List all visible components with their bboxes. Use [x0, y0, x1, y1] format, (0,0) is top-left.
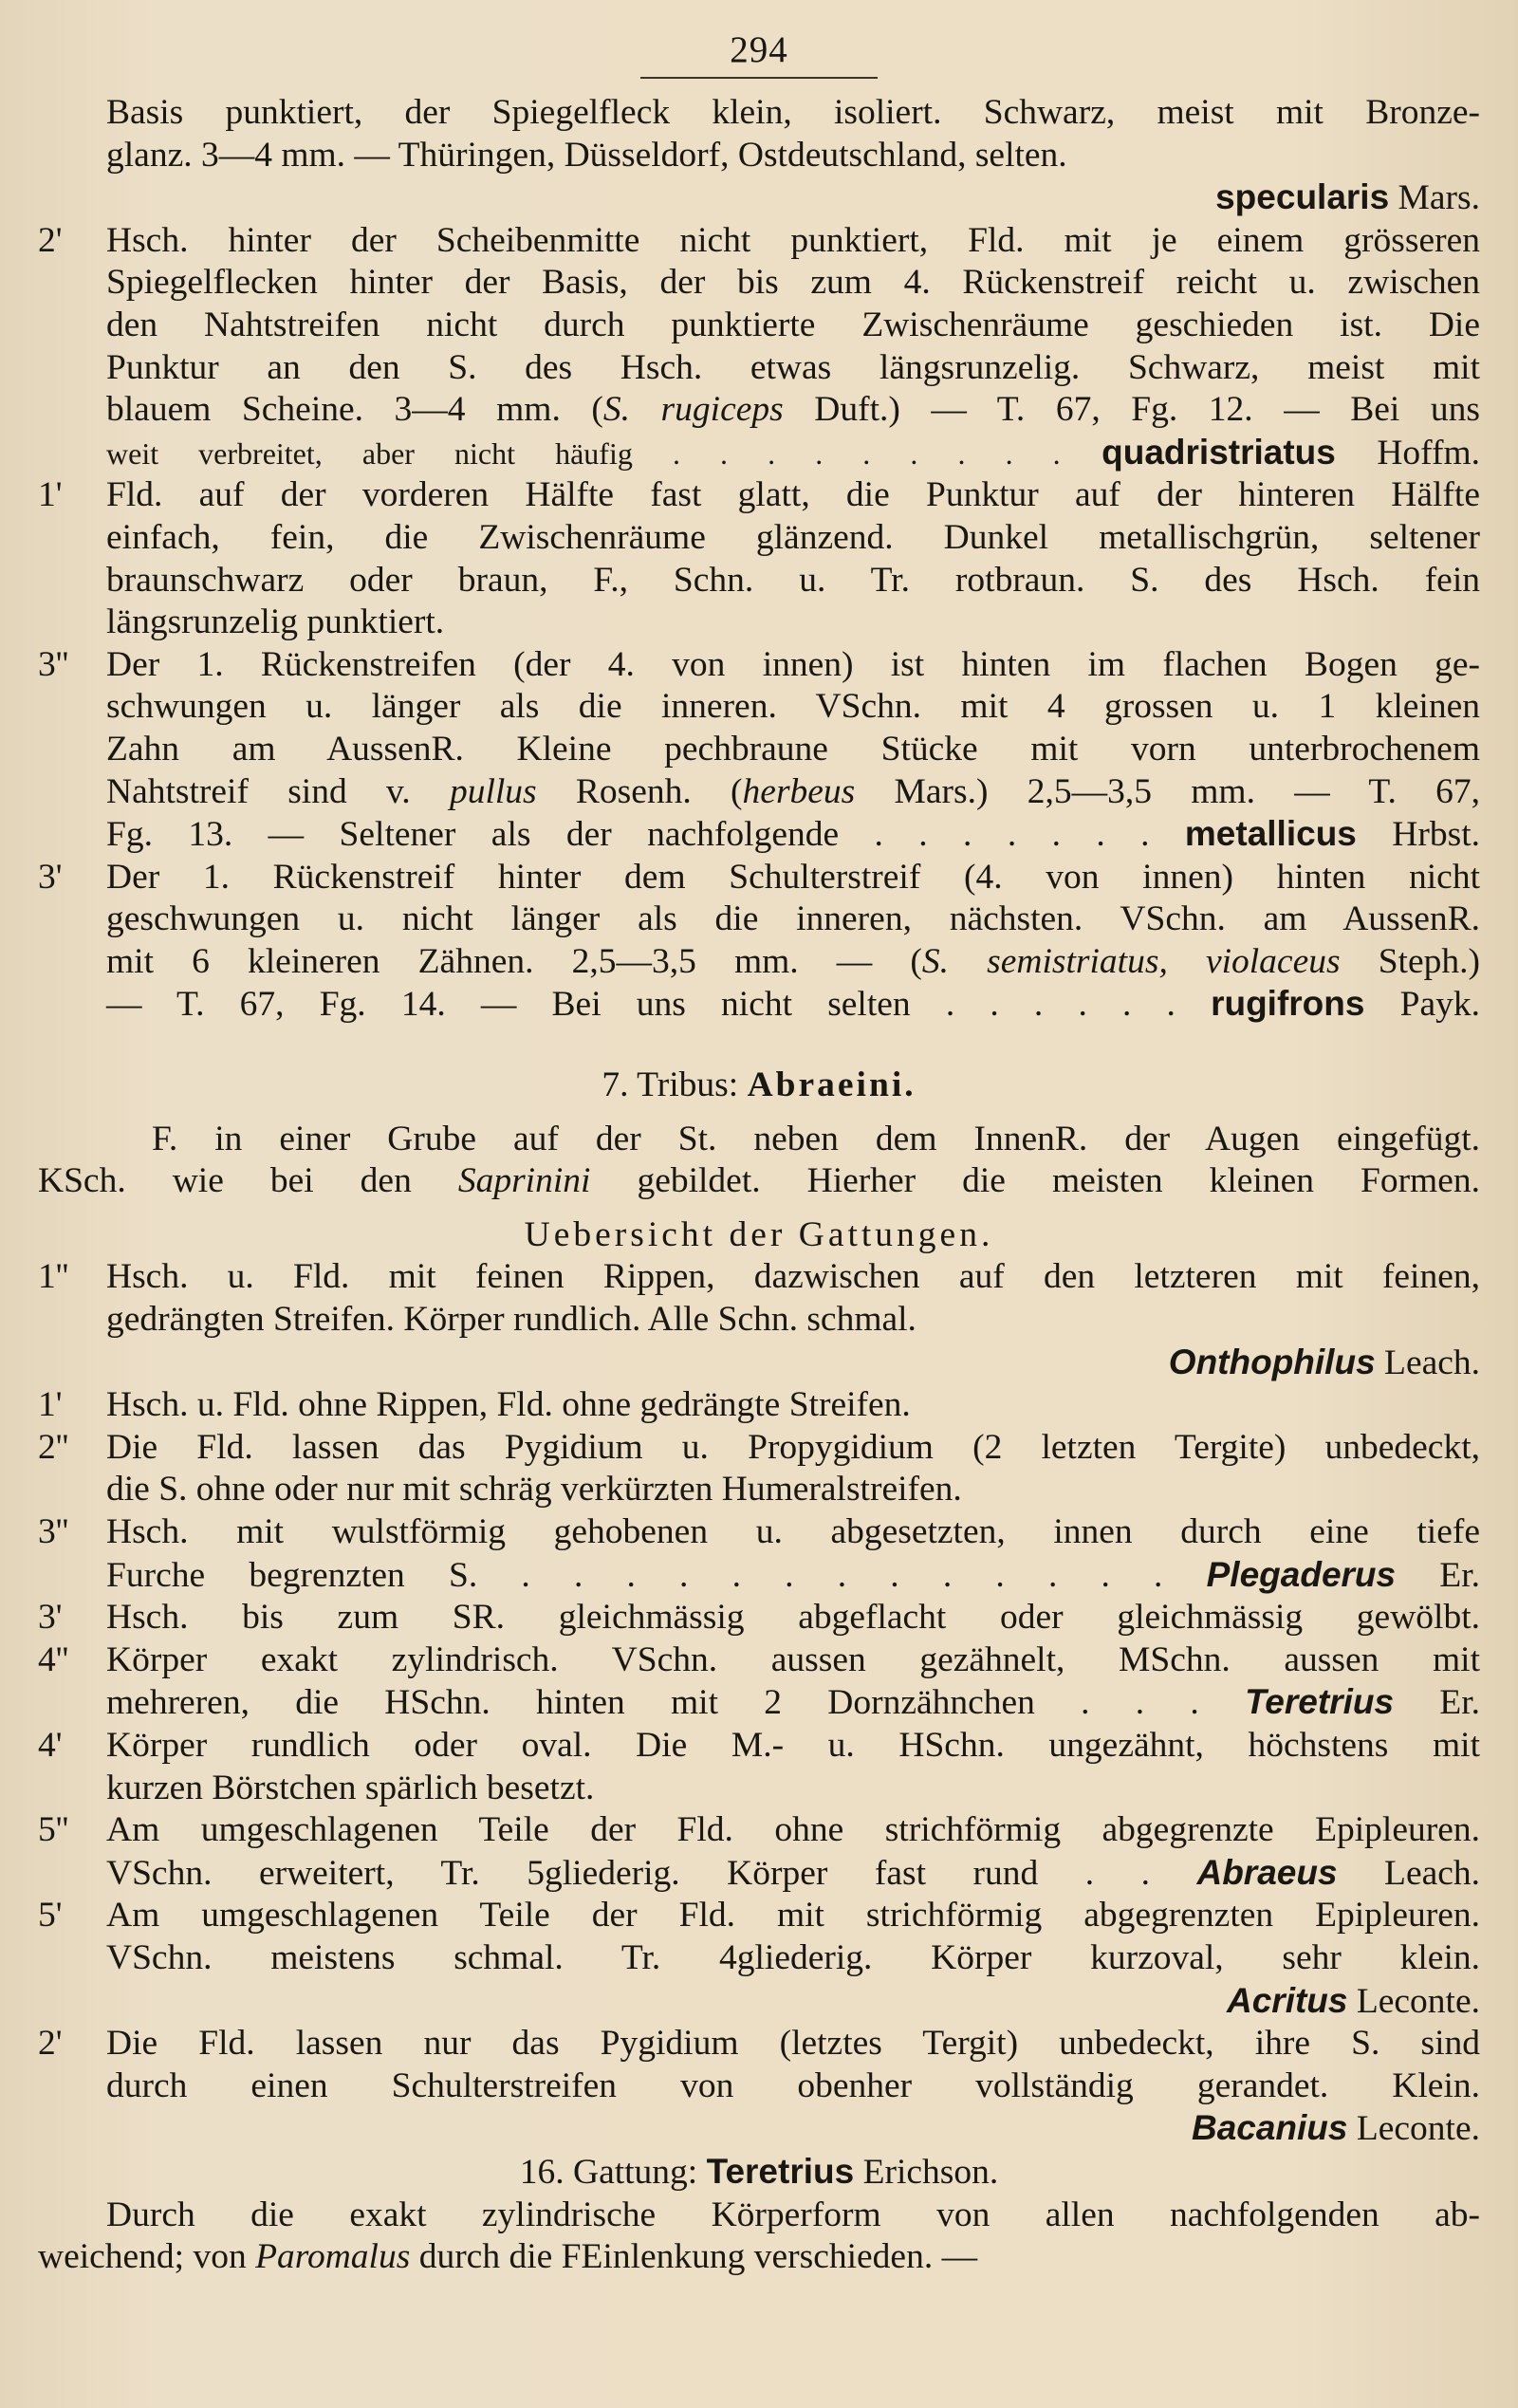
genus-name: Teretrius	[1245, 1682, 1395, 1722]
species-line	[38, 983, 1480, 1027]
key-line	[38, 220, 1480, 263]
line-text: Der 1. Rückenstreif hinter dem Schulterstreif (4. von innen) hinten nicht	[106, 857, 1480, 897]
text-line	[38, 92, 1480, 135]
text-line	[38, 560, 1480, 602]
genus-line	[38, 1980, 1480, 2024]
line-text: kurzen Börstchen spärlich besetzt.	[106, 1768, 595, 1807]
text-line	[38, 686, 1480, 729]
text-line	[38, 135, 1480, 177]
line-text: mehreren, die HSchn. hinten mit 2 Dornzähnchen . . .	[106, 1683, 1199, 1723]
line-text: gebildet. Hierher die meisten kleinen Formen.	[590, 1161, 1480, 1201]
line-text: Nahtstreif sind v.	[106, 771, 450, 811]
key-line	[38, 1427, 1480, 1470]
key-line	[38, 474, 1480, 517]
text-line	[38, 1160, 1480, 1203]
line-text: durch die FEinlenkung verschieden. —	[410, 2237, 978, 2277]
key-line	[38, 2023, 1480, 2065]
section-heading	[38, 1214, 1480, 1257]
line-text: Basis punktiert, der Spiegelfleck klein, isoliert. Schwarz, meist mit Bronze-	[106, 93, 1480, 132]
line-text: einfach, fein, die Zwischenräume glänzend. Dunkel metallischgrün, seltener	[106, 517, 1480, 557]
line-text: glanz. 3—4 mm. — Thüringen, Düsseldorf, Ostdeutschland, selten.	[106, 135, 1067, 175]
key-line	[38, 1809, 1480, 1852]
key-label: 3'	[38, 1598, 63, 1638]
synonym: Paromalus	[255, 2237, 411, 2277]
page-number: 294	[640, 28, 878, 79]
genus-line	[38, 2107, 1480, 2151]
line-text: weit verbreitet, aber nicht häufig . . . . . . . . .	[106, 435, 1061, 471]
genus-heading-label: 16. Gattung:	[519, 2152, 707, 2192]
line-text: Duft.) — T. 67, Fg. 12. — Bei uns	[783, 390, 1480, 430]
line-text: Zahn am AussenR. Kleine pechbraune Stücke mit vorn unterbrochenem	[106, 729, 1480, 769]
line-text: Die Fld. lassen das Pygidium u. Propygidium (2 letzten Tergite) unbedeckt,	[106, 1427, 1480, 1467]
text-line	[38, 347, 1480, 390]
text-line	[38, 2195, 1480, 2237]
line-text: Körper rundlich oder oval. Die M.- u. HSchn. ungezähnt, höchstens mit	[106, 1725, 1480, 1765]
key-label: 1'	[38, 475, 63, 515]
species-line	[38, 432, 1480, 475]
synonym: pullus	[449, 771, 537, 811]
text-line	[38, 262, 1480, 305]
genus-author: Leach.	[1375, 1343, 1480, 1382]
synonym: S. rugiceps	[602, 390, 784, 430]
key-line	[38, 644, 1480, 687]
line-text: Hsch. hinter der Scheibenmitte nicht punktiert, Fld. mit je einem grösseren	[106, 220, 1480, 260]
line-text: Körper exakt zylindrisch. VSchn. aussen gezähnelt, MSchn. aussen mit	[106, 1639, 1480, 1679]
line-text: Furche begrenzten S. . . . . . . . . . . . . .	[106, 1555, 1163, 1595]
synonym: herbeus	[742, 771, 856, 811]
line-text: längsrunzelig punktiert.	[106, 602, 445, 642]
line-text: VSchn. erweitert, Tr. 5gliederig. Körper fast rund . .	[106, 1853, 1150, 1893]
genus-author: Leconte.	[1347, 2109, 1480, 2149]
key-label: 1'	[38, 1385, 63, 1425]
genus-author: Er.	[1396, 1555, 1480, 1595]
text-line	[38, 2065, 1480, 2108]
key-label: 3''	[38, 644, 69, 684]
tribus-heading	[38, 1065, 1480, 1107]
text-line	[38, 1119, 1480, 1161]
synonym: S. semistriatus, violaceus	[921, 941, 1341, 981]
section-title: Uebersicht der Gattungen.	[524, 1214, 994, 1254]
line-text: Hsch. u. Fld. ohne Rippen, Fld. ohne gedrängte Streifen.	[106, 1385, 911, 1425]
text-line	[38, 1469, 1480, 1511]
key-line	[38, 857, 1480, 899]
genus-heading-author: Erichson.	[854, 2152, 999, 2192]
key-label: 2'	[38, 220, 63, 260]
key-label: 3'	[38, 857, 63, 897]
key-line	[38, 1511, 1480, 1554]
line-text: KSch. wie bei den	[38, 1161, 458, 1201]
line-text: den Nahtstreifen nicht durch punktierte Zwischenräume geschieden ist. Die	[106, 305, 1480, 344]
key-label: 5''	[38, 1810, 69, 1850]
spacer	[38, 1027, 1480, 1065]
species-author: Payk.	[1364, 985, 1481, 1025]
key-label: 4''	[38, 1639, 69, 1679]
species-name: specularis	[1215, 177, 1390, 217]
line-text: Am umgeschlagenen Teile der Fld. ohne strichförmig abgegrenzte Epipleuren.	[106, 1810, 1480, 1850]
line-text: Fld. auf der vorderen Hälfte fast glatt, die Punktur auf der hinteren Hälfte	[106, 475, 1480, 515]
line-text: braunschwarz oder braun, F., Schn. u. Tr. rotbraun. S. des Hsch. fein	[106, 560, 1480, 600]
genus-line	[38, 1852, 1480, 1896]
genus-line	[38, 1681, 1480, 1725]
genus-name: Bacanius	[1191, 2108, 1348, 2148]
line-text: weichend; von	[38, 2237, 256, 2277]
spacer	[38, 1203, 1480, 1214]
genus-name: Plegaderus	[1206, 1554, 1397, 1594]
key-line	[38, 1639, 1480, 1682]
species-author: Hoffm.	[1335, 433, 1480, 472]
genus-line	[38, 1554, 1480, 1598]
genus-author: Er.	[1394, 1683, 1481, 1723]
genus-name: Onthophilus	[1168, 1342, 1376, 1381]
species-name: metallicus	[1184, 814, 1357, 854]
text-line	[38, 1937, 1480, 1980]
text-line	[38, 2236, 1480, 2279]
genus-author: Leach.	[1337, 1853, 1481, 1893]
line-text: Am umgeschlagenen Teile der Fld. mit strichförmig abgegrenzten Epipleuren.	[106, 1896, 1480, 1936]
line-text: gedrängten Streifen. Körper rundlich. Alle Schn. schmal.	[106, 1300, 916, 1340]
text-line	[38, 305, 1480, 347]
text-line	[38, 389, 1480, 432]
text-block-saprinus	[38, 92, 1480, 1027]
text-line	[38, 602, 1480, 644]
text-line	[38, 898, 1480, 941]
key-label: 5'	[38, 1896, 63, 1936]
line-text: geschwungen u. nicht länger als die inneren, nächsten. VSchn. am AussenR.	[106, 899, 1480, 939]
key-line	[38, 1256, 1480, 1299]
line-text: blauem Scheine. 3—4 mm. (	[106, 390, 603, 430]
species-author: Mars.	[1389, 178, 1480, 218]
key-line	[38, 1725, 1480, 1768]
spacer	[38, 1107, 1480, 1119]
line-text: Der 1. Rückenstreifen (der 4. von innen) ist hinten im flachen Bogen ge-	[106, 644, 1480, 684]
line-text: die S. ohne oder nur mit schräg verkürzten Humeralstreifen.	[106, 1470, 962, 1510]
genus-heading	[38, 2151, 1480, 2195]
genus-heading-name: Teretrius	[706, 2151, 855, 2191]
line-text: Die Fld. lassen nur das Pygidium (letztes Tergit) unbedeckt, ihre S. sind	[106, 2024, 1480, 2064]
text-line	[38, 1299, 1480, 1342]
line-text: — T. 67, Fg. 14. — Bei uns nicht selten . . . . . .	[106, 985, 1176, 1025]
text-line	[38, 941, 1480, 984]
text-line	[38, 1768, 1480, 1810]
line-text: Durch die exakt zylindrische Körperform von allen nachfolgenden ab-	[106, 2195, 1480, 2234]
line-text: F. in einer Grube auf der St. neben dem InnenR. der Augen eingefügt.	[152, 1119, 1480, 1158]
species-line	[38, 176, 1480, 220]
tribus-label: 7. Tribus:	[602, 1065, 748, 1105]
genus-name: Acritus	[1227, 1980, 1348, 2020]
genus-name: Abraeus	[1196, 1852, 1338, 1892]
line-text: Hsch. bis zum SR. gleichmässig abgeflacht oder gleichmässig gewölbt.	[106, 1598, 1480, 1638]
tribus-name: Abraeini.	[747, 1065, 916, 1105]
line-text: mit 6 kleineren Zähnen. 2,5—3,5 mm. — (	[106, 941, 922, 981]
text-line	[38, 771, 1480, 814]
species-name: rugifrons	[1211, 984, 1365, 1024]
line-text: Hsch. mit wulstförmig gehobenen u. abgesetzten, innen durch eine tiefe	[106, 1512, 1480, 1551]
key-line	[38, 1384, 1480, 1427]
key-label: 1''	[38, 1257, 69, 1297]
key-label: 2''	[38, 1427, 69, 1467]
key-label: 3''	[38, 1512, 69, 1551]
line-text: Steph.)	[1340, 941, 1480, 981]
genus-line	[38, 1342, 1480, 1385]
species-name: quadristriatus	[1101, 432, 1336, 472]
line-text: Rosenh. (	[536, 771, 743, 811]
key-line	[38, 1597, 1480, 1639]
line-text: durch einen Schulterstreifen von obenher vollständig gerandet. Klein.	[106, 2065, 1480, 2105]
line-text: Fg. 13. — Seltener als der nachfolgende . . . . . . .	[106, 815, 1150, 855]
species-line	[38, 813, 1480, 857]
species-author: Hrbst.	[1356, 815, 1480, 855]
genus-key	[38, 1256, 1480, 2150]
key-label: 4'	[38, 1725, 63, 1765]
line-text: Spiegelflecken hinter der Basis, der bis zum 4. Rückenstreif reicht u. zwischen	[106, 263, 1480, 303]
genus-author: Leconte.	[1347, 1981, 1480, 2021]
line-text: Hsch. u. Fld. mit feinen Rippen, dazwischen auf den letzteren mit feinen,	[106, 1257, 1480, 1297]
text-line	[38, 729, 1480, 771]
line-text: VSchn. meistens schmal. Tr. 4gliederig. Körper kurzoval, sehr klein.	[106, 1937, 1480, 1977]
line-text: schwungen u. länger als die inneren. VSchn. mit 4 grossen u. 1 kleinen	[106, 687, 1480, 727]
line-text: Mars.) 2,5—3,5 mm. — T. 67,	[855, 771, 1480, 811]
text-line	[38, 517, 1480, 560]
synonym: Saprinini	[457, 1161, 591, 1201]
key-label: 2'	[38, 2024, 63, 2064]
key-line	[38, 1895, 1480, 1937]
line-text: Punktur an den S. des Hsch. etwas längsrunzelig. Schwarz, meist mit	[106, 347, 1480, 387]
